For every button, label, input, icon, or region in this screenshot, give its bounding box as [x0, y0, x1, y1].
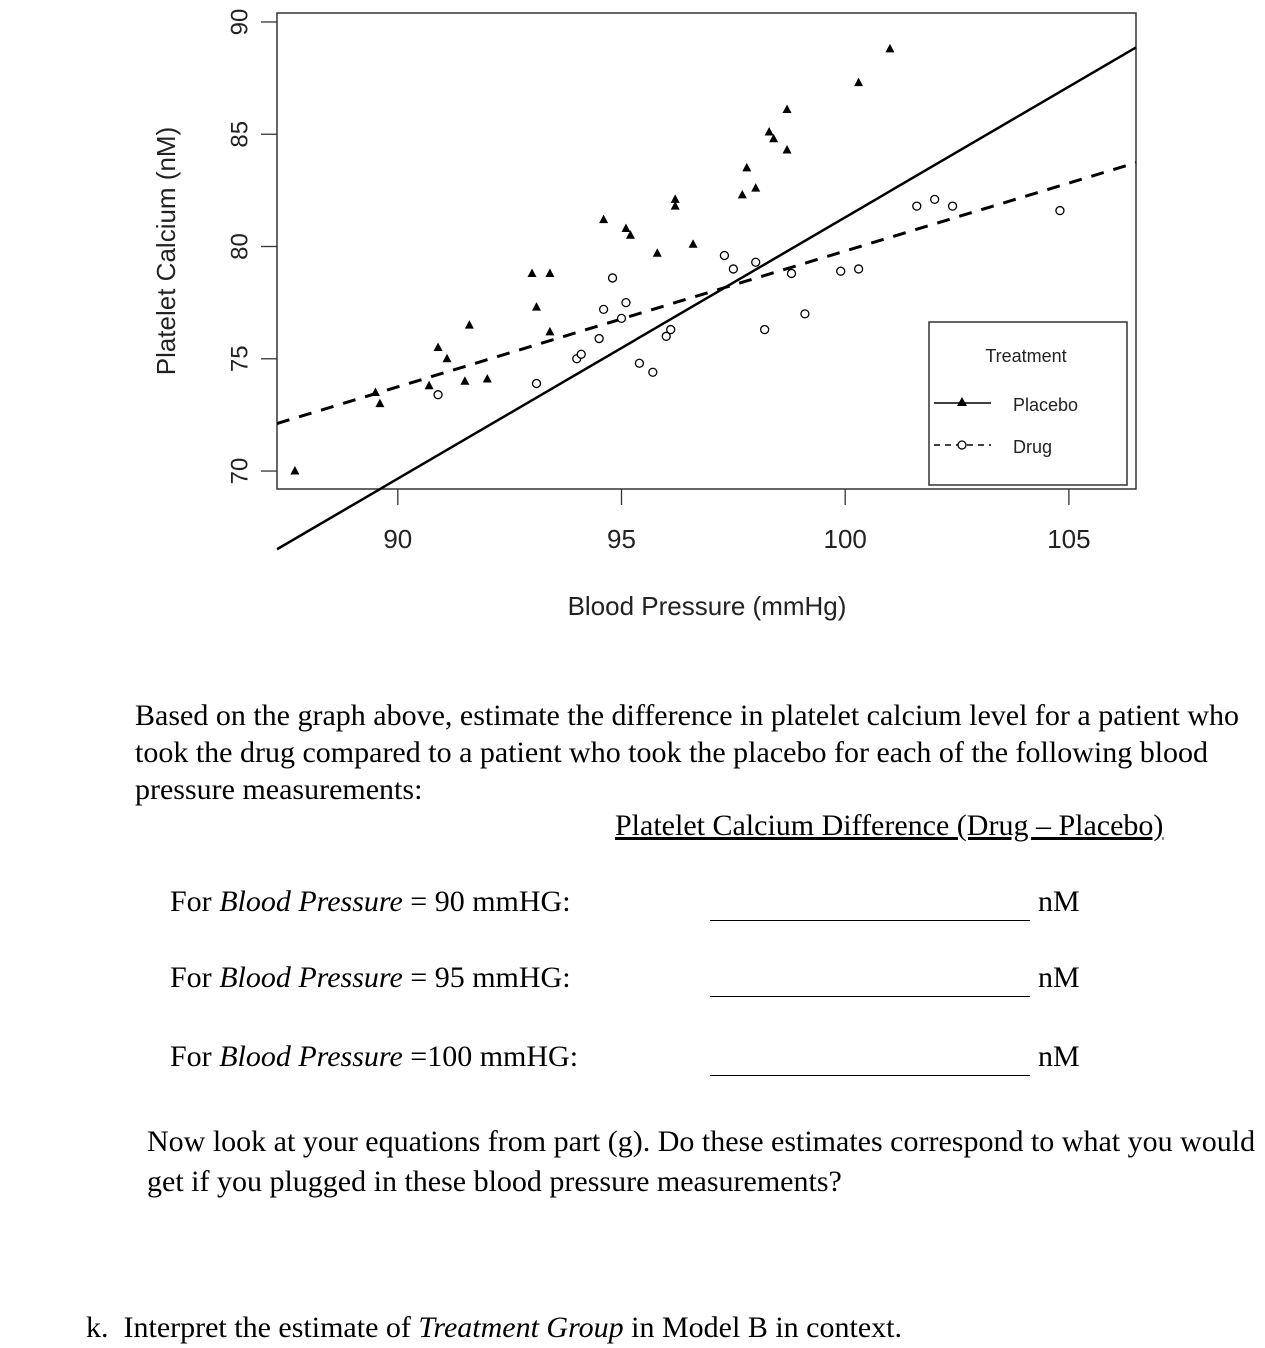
- row-suffix: =100 mmHG:: [402, 1040, 579, 1073]
- part-k-italic-term: Treatment Group: [418, 1311, 624, 1344]
- row-prefix: For: [170, 1040, 220, 1073]
- drug-point: [837, 267, 845, 275]
- placebo-point: [599, 215, 608, 224]
- drug-point: [729, 265, 737, 273]
- placebo-point: [425, 381, 434, 390]
- placebo-point: [545, 268, 554, 277]
- unit-label: nM: [1038, 1040, 1080, 1073]
- legend-drug-marker: [958, 441, 966, 449]
- placebo-point: [765, 127, 774, 136]
- answer-row-95: [170, 961, 571, 995]
- y-tick-label: 80: [226, 233, 254, 260]
- part-k-text-after: in Model B in context.: [623, 1311, 902, 1344]
- x-tick-label: 95: [607, 524, 636, 554]
- part-k-question: [86, 1311, 902, 1345]
- drug-point: [635, 359, 643, 367]
- drug-point: [617, 314, 625, 322]
- drug-point: [720, 251, 728, 259]
- x-tick-label: 100: [823, 524, 867, 554]
- drug-point: [752, 258, 760, 266]
- drug-point: [609, 274, 617, 282]
- drug-point: [600, 305, 608, 313]
- placebo-point: [443, 354, 452, 363]
- y-tick-label: 90: [226, 8, 254, 36]
- drug-point: [577, 350, 585, 358]
- drug-point: [434, 391, 442, 399]
- x-tick-label: 90: [383, 524, 413, 554]
- drug-point: [622, 299, 630, 307]
- y-tick-label: 75: [226, 345, 254, 373]
- row-variable: Blood Pressure: [219, 885, 403, 918]
- answer-blank-95[interactable]: [710, 996, 1030, 997]
- placebo-point: [483, 374, 492, 383]
- scatter-plot: [0, 0, 1265, 640]
- placebo-point: [528, 268, 537, 277]
- placebo-point: [854, 78, 863, 87]
- placebo-point: [783, 105, 792, 114]
- y-tick-label: 85: [226, 120, 254, 148]
- drug-point: [931, 195, 939, 203]
- placebo-point: [738, 190, 747, 199]
- placebo-point: [621, 224, 630, 233]
- y-tick-label: 70: [226, 457, 254, 485]
- placebo-point: [460, 376, 469, 385]
- placebo-point: [885, 44, 894, 53]
- legend-placebo-label: Placebo: [1013, 395, 1079, 415]
- drug-point: [788, 269, 796, 277]
- row-prefix: For: [170, 961, 220, 994]
- answer-row-90: [170, 885, 571, 919]
- placebo-point: [751, 183, 760, 192]
- part-k-label: k.: [86, 1311, 109, 1344]
- placebo-point: [783, 145, 792, 154]
- legend-title: Treatment: [985, 346, 1067, 366]
- placebo-point: [371, 387, 380, 396]
- drug-point: [649, 368, 657, 376]
- drug-point: [761, 326, 769, 334]
- answer-row-100: [170, 1040, 578, 1074]
- drug-point: [855, 265, 863, 273]
- drug-point: [532, 379, 540, 387]
- unit-label: nM: [1038, 961, 1080, 994]
- part-k-text-before: Interpret the estimate of: [123, 1311, 419, 1344]
- question-prompt: Based on the graph above, estimate the difference in platelet calcium level for a patient who took the drug compared to a patient who took the placebo for each of the following blood pressure measurements:: [135, 699, 1240, 806]
- row-variable: Blood Pressure: [219, 1040, 403, 1073]
- drug-point: [595, 335, 603, 343]
- y-axis-label: Platelet Calcium (nM): [151, 126, 181, 376]
- placebo-point: [290, 466, 299, 475]
- difference-column-header: Platelet Calcium Difference (Drug – Placebo): [615, 809, 1164, 842]
- x-axis-label: Blood Pressure (mmHg): [567, 591, 847, 621]
- row-suffix: = 90 mmHG:: [402, 885, 571, 918]
- placebo-point: [465, 320, 474, 329]
- row-variable: Blood Pressure: [219, 961, 403, 994]
- placebo-point: [545, 327, 554, 336]
- row-suffix: = 95 mmHG:: [402, 961, 571, 994]
- drug-point: [1056, 207, 1064, 215]
- legend: [929, 322, 1127, 485]
- placebo-point: [653, 248, 662, 256]
- answer-blank-100[interactable]: [710, 1075, 1030, 1076]
- drug-point: [667, 326, 675, 334]
- row-prefix: For: [170, 885, 220, 918]
- placebo-point: [434, 343, 443, 352]
- followup-question: Now look at your equations from part (g). Do these estimates correspond to what you would get if you plugged in these blood pressure measurements?: [147, 1125, 1256, 1198]
- placebo-point: [532, 302, 541, 311]
- answer-blank-90[interactable]: [710, 920, 1030, 921]
- unit-label: nM: [1038, 885, 1080, 918]
- placebo-point: [742, 163, 751, 172]
- legend-drug-label: Drug: [1013, 437, 1053, 457]
- y-axis: [227, 9, 278, 485]
- placebo-point: [375, 399, 384, 408]
- drug-point: [949, 202, 957, 210]
- x-axis: [383, 489, 1090, 554]
- placebo-point: [689, 239, 698, 248]
- drug-point: [801, 310, 809, 318]
- drug-point: [913, 202, 921, 210]
- x-tick-label: 105: [1047, 524, 1091, 554]
